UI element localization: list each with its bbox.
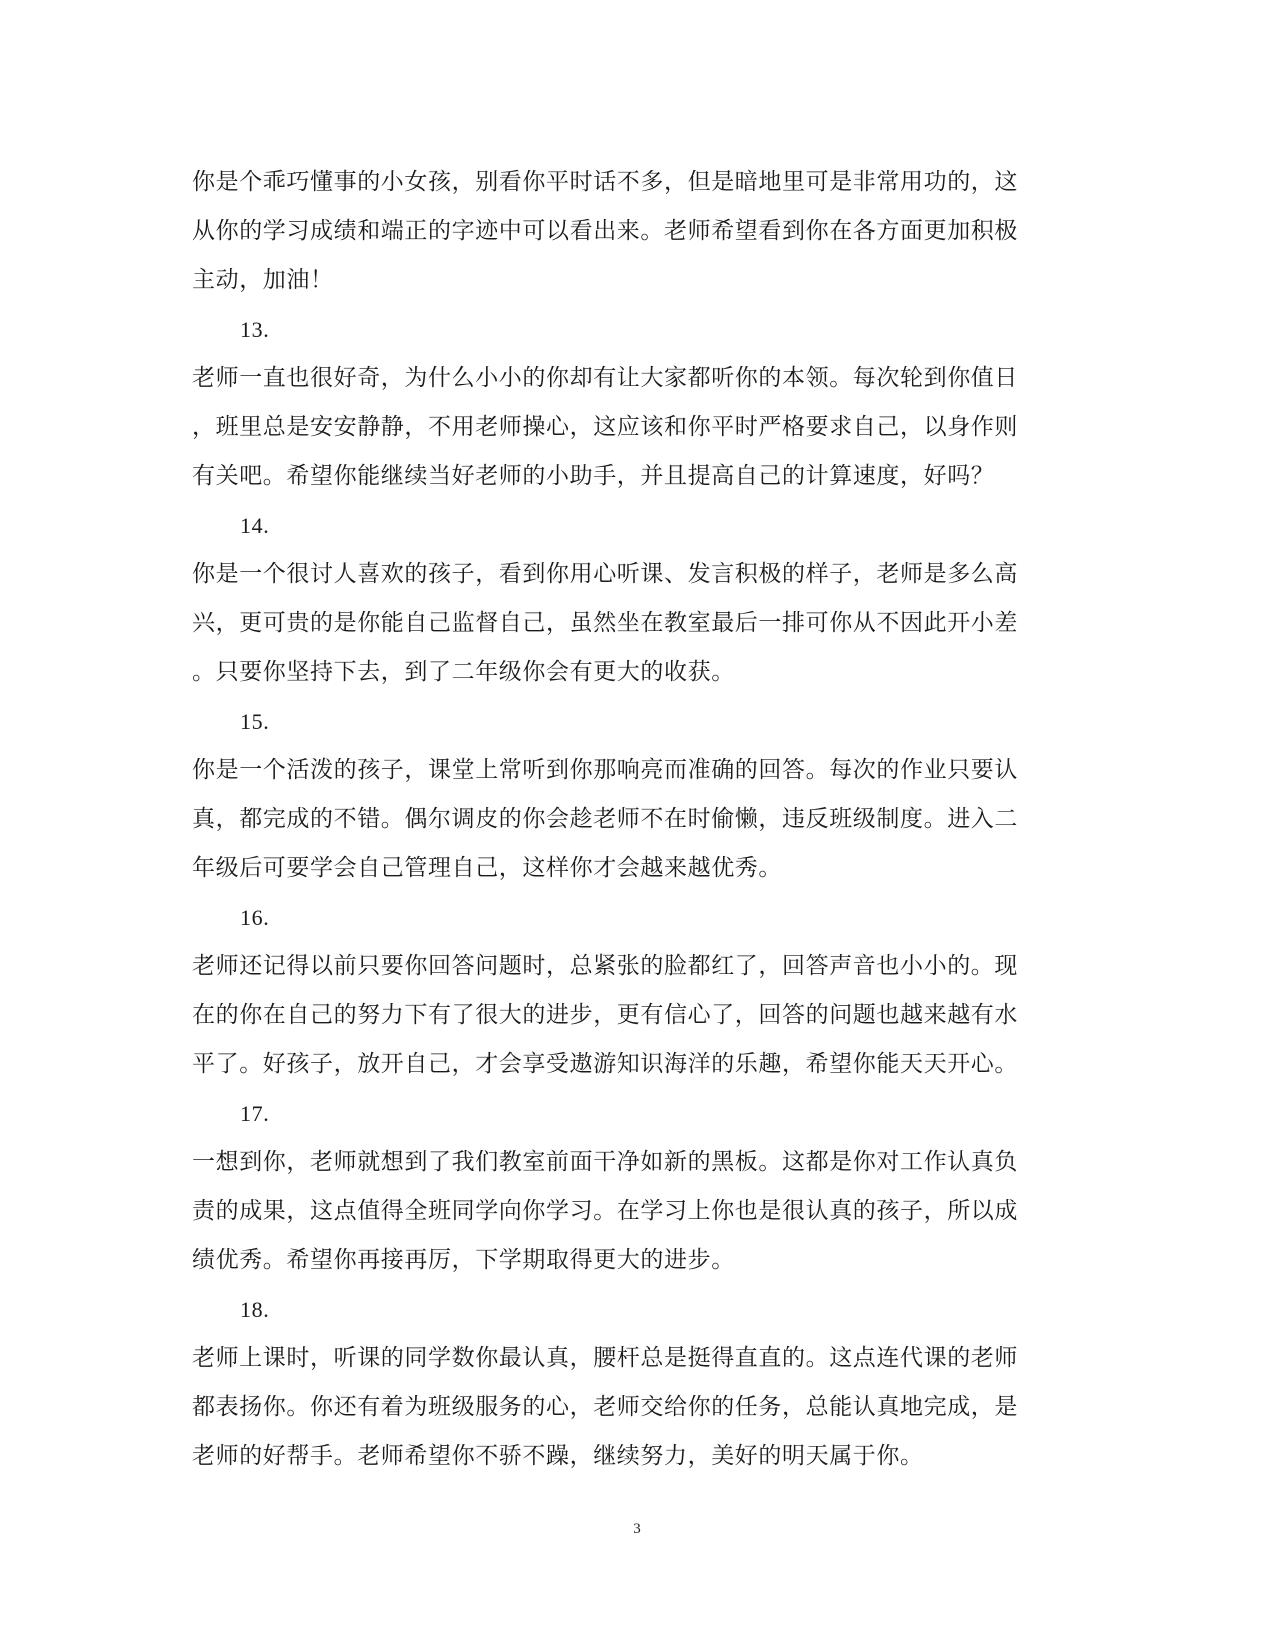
text-line: 老师还记得以前只要你回答问题时，总紧张的脸都红了，回答声音也小小的。现 [192,953,1018,979]
text-line: 责的成果，这点值得全班同学向你学习。在学习上你也是很认真的孩子，所以成 [192,1198,1018,1224]
comment-paragraph [192,1334,1072,1481]
comment-paragraph [192,942,1072,1089]
item-number: 14. [240,513,270,538]
comment-paragraph [192,158,1072,305]
text-line: 你是一个活泼的孩子，课堂上常听到你那响亮而准确的回答。每次的作业只要认 [192,757,1018,783]
text-line: 年级后可要学会自己管理自己，这样你才会越来越优秀。 [192,855,782,881]
text-line: 。只要你坚持下去，到了二年级你会有更大的收获。 [192,659,735,685]
text-line: 平了。好孩子，放开自己，才会享受遨游知识海洋的乐趣，希望你能天天开心。 [192,1051,1018,1077]
comment-paragraph [192,354,1072,501]
document-body [192,158,1072,1481]
text-line: 在的你在自己的努力下有了很大的进步，更有信心了，回答的问题也越来越有水 [192,1002,1018,1028]
text-line: 兴，更可贵的是你能自己监督自己，虽然坐在教室最后一排可你从不因此开小差 [192,610,1018,636]
text-line: 你是一个很讨人喜欢的孩子，看到你用心听课、发言积极的样子，老师是多么高 [192,561,1018,587]
comment-paragraph [192,550,1072,697]
text-line: 你是个乖巧懂事的小女孩，别看你平时话不多，但是暗地里可是非常用功的，这 [192,169,1018,195]
item-number: 16. [240,905,270,930]
text-line: 都表扬你。你还有着为班级服务的心，老师交给你的任务，总能认真地完成，是 [192,1394,1018,1420]
text-line: 主动，加油！ [192,267,334,293]
item-number: 18. [240,1297,270,1322]
text-line: 老师的好帮手。老师希望你不骄不躁，继续努力，美好的明天属于你。 [192,1443,924,1469]
page-number: 3 [633,1521,641,1537]
text-line: 从你的学习成绩和端正的字迹中可以看出来。老师希望看到你在各方面更加积极 [192,218,1018,244]
item-number: 17. [240,1101,270,1126]
text-line: 绩优秀。希望你再接再厉，下学期取得更大的进步。 [192,1247,735,1273]
comment-paragraph [192,746,1072,893]
text-line: 一想到你，老师就想到了我们教室前面干净如新的黑板。这都是你对工作认真负 [192,1149,1018,1175]
comment-paragraph [192,1138,1072,1285]
text-line: 老师一直也很好奇，为什么小小的你却有让大家都听你的本领。每次轮到你值日 [192,365,1018,391]
text-line: 老师上课时，听课的同学数你最认真，腰杆总是挺得直直的。这点连代课的老师 [192,1345,1018,1371]
text-line: ，班里总是安安静静，不用老师操心，这应该和你平时严格要求自己，以身作则 [192,414,1018,440]
text-line: 有关吧。希望你能继续当好老师的小助手，并且提高自己的计算速度，好吗？ [192,463,995,489]
item-number: 15. [240,709,270,734]
item-number: 13. [240,317,270,342]
text-line: 真，都完成的不错。偶尔调皮的你会趁老师不在时偷懒，违反班级制度。进入二 [192,806,1018,832]
